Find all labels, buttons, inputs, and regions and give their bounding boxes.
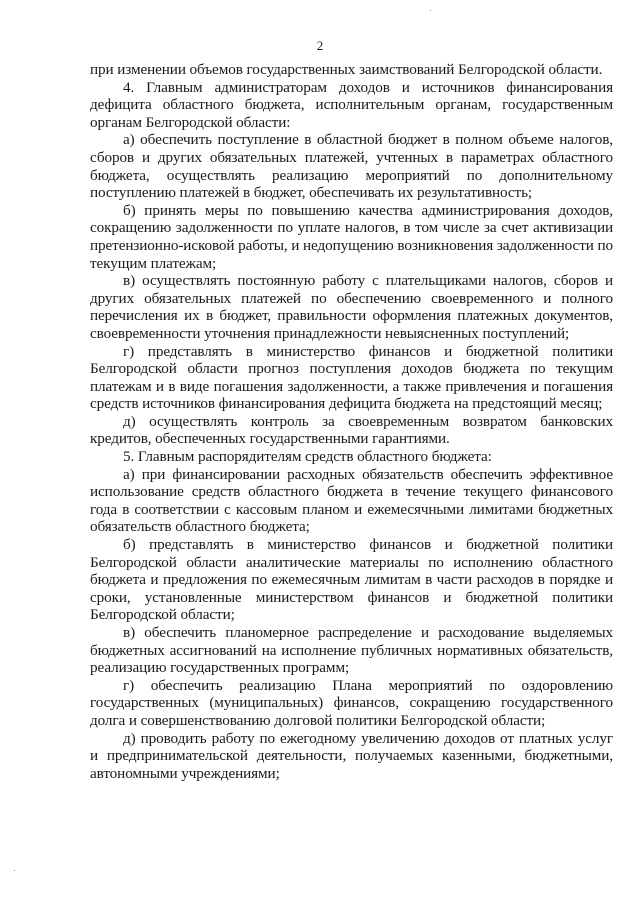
section-4-heading: 4. Главным администраторам доходов и источников финансирования дефицита областного бюджета, исполнительным органам, государственным органам Белгородской области: — [90, 78, 613, 131]
list-item-5g: г) обеспечить реализацию Плана мероприятий по оздоровлению государственных (муниципальных) финансов, сокращению государственного долга и совершенствованию долговой политики Белгородской области; — [90, 676, 613, 729]
list-item-5a: а) при финансировании расходных обязательств обеспечить эффективное использование средств областного бюджета в течение текущего финансового года в соответствии с кассовым планом и ежемесячными лимитами бюджетных обязательств областного бюджета; — [90, 465, 613, 536]
document-body — [90, 61, 613, 782]
list-item-5v: в) обеспечить планомерное распределение и расходование выделяемых бюджетных ассигнований на исполнение публичных нормативных обязательств, реализацию государственных программ; — [90, 624, 613, 677]
list-item-4b: б) принять меры по повышению качества администрирования доходов, сокращению задолженности по уплате налогов, в том числе за счет активизации претензионно-исковой работы, и недопущению возникновения задолженности по текущим платежам; — [90, 201, 613, 272]
section-5-heading: 5. Главным распорядителям средств областного бюджета: — [123, 448, 492, 466]
paragraph-continuation: при изменении объемов государственных заимствований Белгородской области. — [90, 61, 603, 78]
list-item-4a: а) обеспечить поступление в областной бюджет в полном объеме налогов, сборов и других обязательных платежей, учтенных в параметрах областного бюджета, осуществлять реализацию мероприятий по дополнительному поступлению платежей в бюджет, обеспечивать их результативность; — [90, 131, 613, 202]
list-item-5b: б) представлять в министерство финансов и бюджетной политики Белгородской области аналитические материалы по исполнению областного бюджета и предложения по ежемесячным лимитам в части расходов в порядке и сроки, установленные министерством финансов и бюджетной политики Белгородской области; — [90, 536, 613, 624]
scan-speck — [14, 870, 15, 871]
list-item-5d: д) проводить работу по ежегодному увеличению доходов от платных услуг и предпринимательской деятельности, получаемых казенными, бюджетными, автономными учреждениями; — [90, 729, 613, 782]
list-item-4g: г) представлять в министерство финансов и бюджетной политики Белгородской области прогноз поступления доходов бюджета по текущим платежам и в виде погашения задолженности, а также привлечения и погашения средств источников финансирования дефицита бюджета на предстоящий месяц; — [90, 342, 613, 413]
page-number: 2 — [316, 38, 324, 53]
scan-speck — [430, 10, 431, 11]
list-item-4d: д) осуществлять контроль за своевременным возвратом банковских кредитов, обеспеченных государственными гарантиями. — [90, 412, 613, 448]
list-item-4v: в) осуществлять постоянную работу с плательщиками налогов, сборов и других обязательных платежей по обеспечению своевременного и полного перечисления их в бюджет, правильности оформления платежных документов, своевременности уточнения принадлежности невыясненных поступлений; — [90, 272, 613, 342]
